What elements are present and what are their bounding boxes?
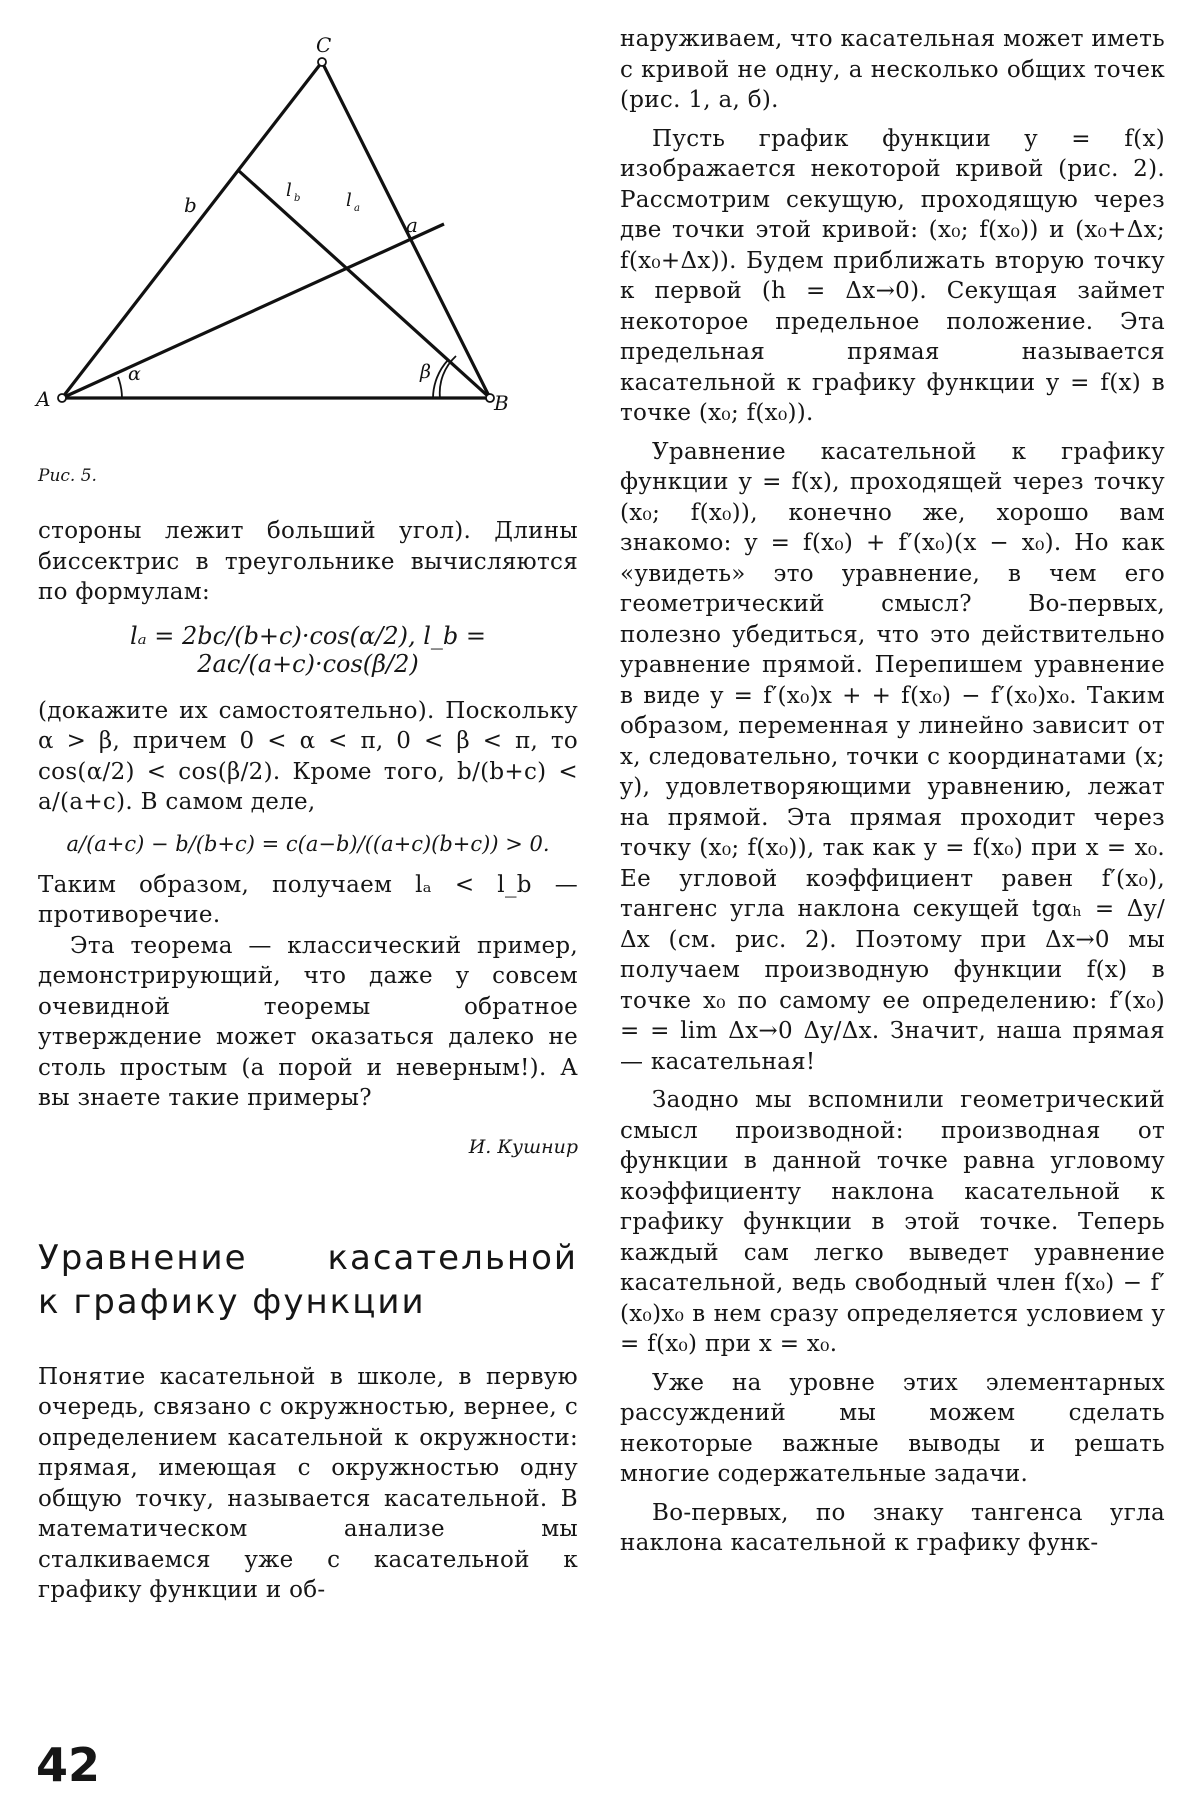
side-b <box>62 62 322 398</box>
alpha-arc <box>118 377 122 398</box>
right-paragraph-4: Заодно мы вспомнили геометрический смысл производной: производная от функции в данной точке равна угловому коэффициенту наклона касательной к графику функции в этой точке. Теперь каждый сам легко выведет уравнение касательной, ведь свободный член f(x₀) − f′(x₀)x₀ в нем сразу определяется условием y = f(x₀) при x = x₀. <box>620 1087 1165 1357</box>
heading-line-2: к графику функции <box>38 1281 426 1322</box>
vertex-b <box>486 394 494 402</box>
label-la-sub: a <box>354 203 360 214</box>
right-column <box>620 24 1165 1559</box>
vertex-c <box>318 58 326 66</box>
left-paragraph-2: (докажите их самостоятельно). Поскольку α > β, причем 0 < α < π, 0 < β < π, то cos(α/2) < cos(β/2). Кроме того, b/(b+c) < a/(a+c). В самом деле, <box>38 697 578 815</box>
label-a-vertex: A <box>36 387 51 411</box>
left-column <box>38 24 578 1606</box>
bisector-formula: lₐ = 2bc/(b+c)·cos(α/2), l_b = 2ac/(a+c)·cos(β/2) <box>129 621 486 678</box>
left-paragraph-3: Таким образом, получаем lₐ < l_b — противоречие. <box>38 871 578 928</box>
right-paragraph-2: Пусть график функции y = f(x) изображается некоторой кривой (рис. 2). Рассмотрим секущую, проходящую через две точки этой кривой: (x₀; f(x₀)) и (x₀+Δx; f(x₀+Δx)). Будем приближать вторую точку к первой (h = Δx→0). Секущая займет некоторое предельное положение. Эта предельная прямая называется касательной к графику функции y = f(x) в точке (x₀; f(x₀)). <box>620 125 1165 426</box>
right-paragraph-1: наруживаем, что касательная может иметь с кривой не одну, а несколько общих точек (рис. 1, а, б). <box>620 26 1165 113</box>
right-paragraph-3: Уравнение касательной к графику функции y = f(x), проходящей через точку (x₀; f(x₀)), конечно же, хорошо вам знакомо: y = f(x₀) + f′(x₀)(x − x₀). Но как «увидеть» это уравнение, в чем его геометрический смысл? Во-первых, полезно убедиться, что это действительно уравнение прямой. Перепишем уравнение в виде y = f′(x₀)x + + f(x₀) − f′(x₀)x₀. Таким образом, переменная y линейно зависит от x, следовательно, точки с координатами (x; y), удовлетворяющими уравнению, лежат на прямой. Эта прямая проходит через точку (x₀; f(x₀)), так как y = f(x₀) при x = x₀. Ее угловой коэффициент равен f′(x₀), тангенс угла наклона секущей tgαₕ = Δy/Δx (см. рис. 2). Поэтому при Δx→0 мы получаем производную функции f(x) в точке x₀ по самому ее определению: f′(x₀) = = lim Δx→0 Δy/Δx. Значит, наша прямая — касательная! <box>620 438 1165 1075</box>
label-la: l <box>346 190 352 211</box>
left-paragraph-5: Понятие касательной в школе, в первую очередь, связано с окружностью, вернее, с определением касательной к окружности: прямая, имеющая с окружностью одну общую точку, называется касательной. В математическом анализе мы сталкиваемся уже с касательной к графику функции и об- <box>38 1363 578 1603</box>
heading-word-2: касательной <box>327 1237 578 1278</box>
figure-caption: Рис. 5. <box>38 466 97 486</box>
label-side-a: a <box>406 213 418 237</box>
label-side-b: b <box>184 193 197 217</box>
triangle-diagram <box>28 24 588 444</box>
page-number: 42 <box>36 1738 101 1792</box>
right-paragraph-5: Уже на уровне этих элементарных рассуждений мы можем сделать некоторые важные выводы и решать многие содержательные задачи. <box>620 1369 1165 1487</box>
label-beta: β <box>420 361 431 383</box>
label-alpha: α <box>128 363 141 385</box>
left-paragraph-4: Эта теорема — классический пример, демонстрирующий, что даже у совсем очевидной теоремы обратное утверждение может оказаться далеко не столь простым (а порой и неверным!). А вы знаете такие примеры? <box>38 932 578 1111</box>
bisector-lb <box>239 171 490 398</box>
vertex-a <box>58 394 66 402</box>
label-b-vertex: B <box>494 391 509 415</box>
left-paragraph-1: стороны лежит больший угол). Длины биссектрис в треугольнике вычисляются по формулам: <box>38 518 578 605</box>
triangle-figure <box>28 24 588 444</box>
beta-arc-2 <box>440 356 456 398</box>
author-signature: И. Кушнир <box>468 1135 578 1158</box>
bisector-la <box>62 224 444 398</box>
label-c: C <box>316 33 332 57</box>
label-lb: l <box>286 180 292 201</box>
difference-formula: a/(a+c) − b/(b+c) = c(a−b)/((a+c)(b+c)) > 0. <box>66 831 550 856</box>
heading-word-1: Уравнение <box>38 1237 248 1278</box>
article-heading <box>38 1236 578 1324</box>
right-paragraph-6: Во-первых, по знаку тангенса угла наклона касательной к графику функ- <box>620 1499 1165 1556</box>
label-lb-sub: b <box>294 193 301 204</box>
